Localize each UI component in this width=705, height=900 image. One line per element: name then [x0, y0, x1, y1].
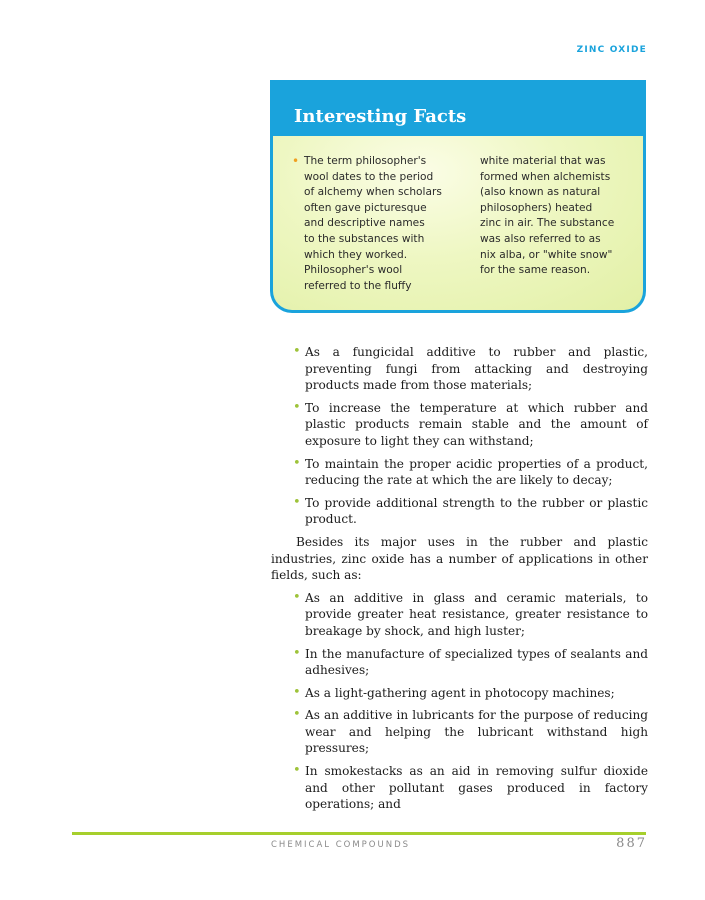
page-number: 887 [616, 836, 647, 851]
fact-line: often gave picturesque [304, 201, 427, 214]
bullet-icon: • [293, 763, 301, 779]
fact-column-2 [480, 154, 614, 279]
interesting-facts-box [270, 80, 646, 313]
bullet-icon: • [293, 494, 301, 510]
list-item: • To provide additional strength to the rubber or plastic product. [293, 494, 648, 527]
fact-line: white material that was [480, 155, 606, 167]
fact-line: zinc in air. The substance [480, 217, 615, 230]
fact-line: referred to the fluffy [304, 279, 412, 292]
fact-line: (also known as natural [480, 186, 601, 199]
fact-column-1 [304, 154, 442, 294]
list-item: • As an additive in lubricants for the purpose of reducing wear and helping the lubricant withstand high pressures; [293, 707, 648, 756]
bullet-icon: • [293, 344, 301, 359]
fact-line: of alchemy when scholars [304, 186, 442, 199]
factbox-header [273, 80, 643, 136]
bullet-icon: • [293, 589, 301, 605]
list-item: • As an additive in glass and ceramic materials, to provide greater heat resistance, greater resistance to breakage by shock, and high luster; [293, 589, 648, 638]
fact-line: wool dates to the period [304, 170, 434, 183]
fact-line: philosophers) heated [480, 201, 593, 214]
body-paragraph: Besides its major uses in the rubber and plastic industries, zinc oxide has a number of applications in other fields, such as: [271, 534, 648, 583]
bullet-icon: • [293, 707, 301, 723]
fact-line: nix alba, or "white snow" [480, 248, 613, 261]
list-item: • To maintain the proper acidic properties of a product, reducing the rate at which the are likely to decay; [293, 455, 648, 488]
fact-line: for the same reason. [480, 264, 591, 277]
bullet-icon: • [293, 399, 301, 415]
list-item: • In smokestacks as an aid in removing sulfur dioxide and other pollutant gases produced in factory operations; and [293, 763, 648, 812]
factbox-title: Interesting Facts [294, 106, 467, 127]
bullet-icon: • [292, 154, 300, 168]
uses-list-other-fields [271, 590, 648, 813]
list-item: • To increase the temperature at which rubber and plastic products remain stable and the amount of exposure to light they can withstand; [293, 399, 648, 448]
fact-line: and descriptive names [304, 217, 425, 230]
fact-line: The term philosopher's [304, 155, 427, 167]
list-item: • In the manufacture of specialized types of sealants and adhesives; [293, 645, 648, 678]
main-text [271, 344, 648, 819]
bullet-icon: • [293, 455, 301, 471]
footer-rule [72, 832, 646, 835]
running-head: ZINC OXIDE [576, 45, 647, 55]
bullet-icon: • [293, 684, 301, 700]
book-title: CHEMICAL COMPOUNDS [271, 840, 411, 850]
fact-line: was also referred to as [480, 232, 601, 245]
fact-line: formed when alchemists [480, 170, 611, 183]
list-item: • As a fungicidal additive to rubber and plastic, preventing fungi from attacking and destroying products made from those materials; [293, 344, 648, 393]
bullet-icon: • [293, 645, 301, 661]
list-item: • As a light-gathering agent in photocopy machines; [293, 684, 615, 700]
uses-list-rubber-plastic [271, 344, 648, 528]
fact-line: which they worked. [304, 248, 408, 261]
fact-line: Philosopher's wool [304, 264, 403, 277]
fact-line: to the substances with [304, 232, 425, 245]
